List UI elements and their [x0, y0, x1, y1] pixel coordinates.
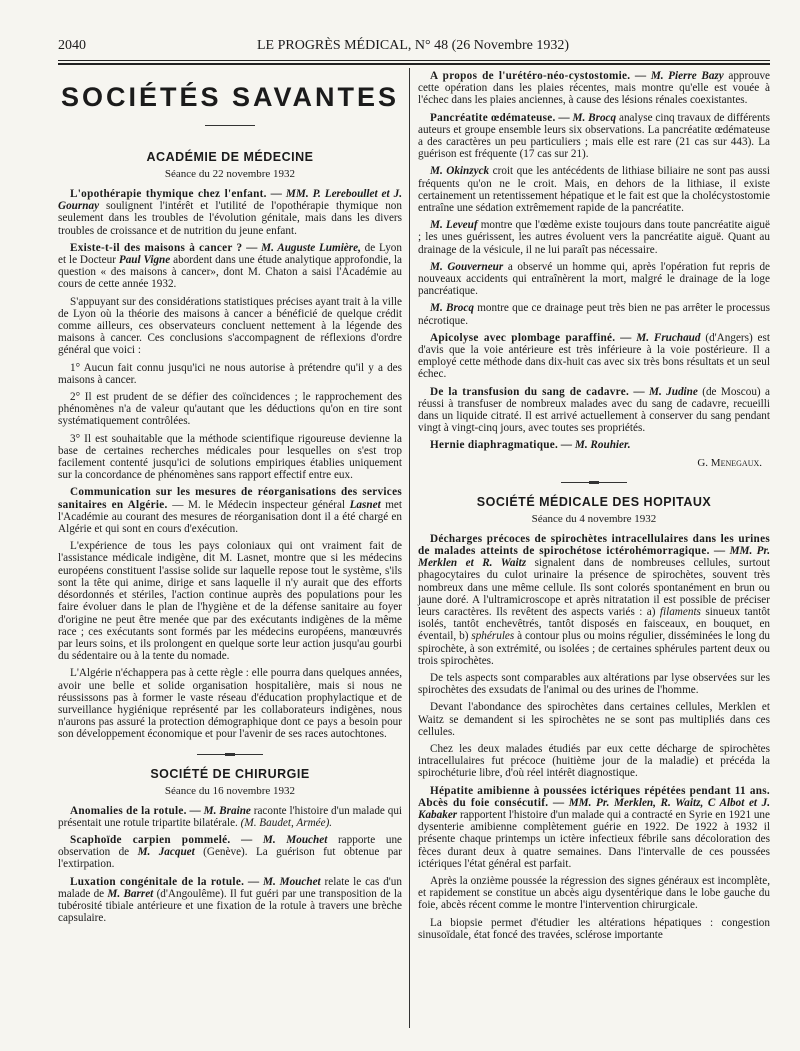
chirurgie-heading: SOCIÉTÉ DE CHIRURGIE — [150, 766, 310, 781]
paragraph: De tels aspects sont comparables aux altérations par lyse observées sur les spirochètes des exsudats de l'animal ou des urines de l'homme. — [418, 671, 770, 697]
paragraph — [418, 165, 770, 214]
article-title: Luxation congénitale de la rotule. — [70, 875, 245, 888]
article-text: montre que l'œdème existe toujours dans toute pancréatite aiguë ; les unes guérissent, les autres évoluent vers la pancréatite aiguë. Quant au drainage de la vésicule, il ne lui paraît pas nécessaire. — [418, 219, 770, 256]
article-text: relate le cas d'un malade de — [58, 875, 402, 900]
column-divider — [409, 68, 410, 1028]
left-column — [58, 70, 402, 1030]
article-rotule — [58, 805, 402, 829]
article-author: Lasnet — [349, 498, 381, 511]
article-authors: — MM. Pr. Merklen, R. Waitz, C Albot et J. Kabaker — [418, 796, 770, 821]
paragraph: L'Algérie n'échappera pas à cette règle : elle pourra dans quelques années, avoir une belle et solide organisation hospitalière, mais si nous ne réussissons pas à former le vaste réseau d'éducation prophylactique et de surveillance hygiénique représenté par les collaborateurs indigènes, nous n'aurons pas assuré la protection démographique dont ce pays a besoin pour son développement économique et pour l'avenir de ses races autochtones. — [58, 667, 402, 741]
article-title: L'opothérapie thymique chez l'enfant. — [70, 188, 267, 200]
article-opotherapie — [58, 188, 402, 237]
academie-seance-date: Séance du 22 novembre 1932 — [164, 168, 296, 180]
article-title: De la transfusion du sang de cadavre. — [430, 385, 630, 398]
article-text: croit que les antécédents de lithiase biliaire ne sont pas aussi fréquents qu'on ne le croit. Mais, en dehors de la lithiase, il existe certainement un retentissement hépatique et le fait est que la cholécystostomie entraîne une sédation extrêmement rapide de la pancréatite. — [418, 165, 771, 215]
article-text: rapporte une observation de — [58, 833, 402, 859]
article-authors: — M. Braine — [189, 804, 251, 817]
section-separator — [58, 749, 402, 759]
article-text: analyse cinq travaux de différents auteurs et groupe ensemble leurs six observations. La pancréatite œdémateuse a des caractères un peu particuliers ; mais elle est rare (21 cas sur 443). La guérison est fréquente (17 cas sur 21). — [418, 111, 770, 161]
article-term: sphérules — [471, 630, 515, 643]
article-text: signalent dans de nombreuses cellules, surtout phagocytaires du culot urinaire la présence de spirochètes, souvent très nombreux dans une même cellule. Ils sont colorés spontanément en brun ou jaune doré. A l'ultramicroscope et après nitratation il est possible de préciser leurs caractères. Ils revêtent des aspects variés : a) — [418, 557, 770, 618]
article-title: Existe-t-il des maisons à cancer ? — [70, 241, 243, 254]
article-authors: — M. Judine — [633, 385, 698, 398]
article-algerie — [58, 486, 402, 535]
article-text: raconte l'histoire d'un malade qui présentait une rotule tripartite bilatérale. — [58, 804, 403, 829]
article-authors: — MM. Pr. Merklen et R. Waitz — [418, 544, 770, 570]
article-pancreatite — [418, 112, 770, 161]
chirurgie-seance-date: Séance du 16 novembre 1932 — [164, 784, 296, 797]
article-title: Apicolyse avec plombage paraffiné. — [430, 331, 616, 344]
header-rule — [58, 60, 770, 61]
article-authors: — M. Fruchaud — [620, 331, 701, 344]
list-item: 2° Il est prudent de se défier des coïncidences ; le rapprochement des phénomènes n'a de valeur qu'autant que les déductions qu'on en tire sont systématiquement contrôlées. — [58, 391, 402, 428]
running-title: LE PROGRÈS MÉDICAL, N° 48 (26 Novembre 1932) — [256, 38, 570, 53]
article-author: M. Gouverneur — [430, 260, 504, 273]
paragraph: Après la onzième poussée la régression des signes généraux est incomplète, et rapidement se constitue un abcès aigu dysentérique dans le lobe gauche du foie, abcès récent comme le montre l'intervention chirurgicale. — [418, 874, 770, 912]
paragraph: S'appuyant sur des considérations statistiques précises ayant trait à la ville de Lyon où la théorie des maisons à cancer a bénéficié de quelque crédit comme ailleurs, ces observateurs concluent nettement à la légende des maisons à cancer. Ces conclusions s'accompagnent de réflexions d'ordre général que voici : — [58, 295, 402, 357]
article-title: Scaphoïde carpien pommelé. — [70, 833, 231, 846]
list-item: 1° Aucun fait connu jusqu'ici ne nous autorise à prétendre qu'il y a des maisons à cancer. — [58, 361, 402, 386]
article-author: Paul Vigne — [118, 254, 171, 267]
article-ref: (M. Baudet, Armée). — [240, 816, 333, 829]
section-separator — [418, 477, 770, 487]
article-text: soulignent l'intérêt et l'utilité de l'opothérapie thymique non seulement dans les troubles de l'évolution génitale, mais dans les divers troubles de croissance et de nutrition du jeune enfant. — [58, 200, 402, 237]
right-column — [418, 70, 770, 1030]
article-text: abordent dans une étude analytique approfondie, la question « des maisons à cancer», dont M. Chaton a saisi l'Académie au cours de cette année 1932. — [58, 254, 403, 291]
paragraph: Devant l'abondance des spirochètes dans certaines cellules, Merklen et Waitz se demandent si les spirochètes ne se sont pas multipliés dans ces cellules. — [418, 701, 770, 738]
article-text: à contour plus ou moins régulier, disséminées le long du spirochète, à son extrémité, ou isolées ; de certaines sphérules partent deux ou trois spirochètes. — [418, 630, 771, 667]
page-number: 2040 — [58, 38, 86, 53]
article-uretero — [418, 70, 770, 107]
header-rule-thick — [58, 63, 770, 65]
article-title: Pancréatite œdémateuse. — [430, 111, 556, 124]
hopitaux-seance-date: Séance du 4 novembre 1932 — [531, 512, 657, 525]
article-term: filaments — [659, 605, 701, 618]
list-item: 3° Il est souhaitable que la méthode scientifique rigoureuse devienne la base de certaines recherches médicales pour lesquelles on s'est trop facilement contenté jusqu'ici de solutions empiriques établies uniquement sur la concordance de phénomènes sans rapport effectif entre eux. — [58, 432, 402, 482]
article-author: M. Leveuf — [430, 219, 478, 232]
article-author: M. Okinzyck — [430, 165, 490, 178]
article-text: (d'Angoulême). Il fut guéri par une transposition de la tubérosité tibiale antérieure et une fixation de la rotule à travers une brèche capsulaire. — [58, 887, 402, 925]
article-authors: — M. Mouchet — [241, 833, 328, 846]
article-text: rapportent l'histoire d'un malade qui a contracté en Syrie en 1921 une dysenterie amibienne complètement guérie en 1922. De 1922 à 1932 il présente chaque printemps un ictère infectieux fébrile sans décoloration des fèces durant deux à quatre semaines. Dans l'intervalle de ces poussées ictériques l'état général est parfait. — [418, 808, 770, 870]
article-text: (d'Angers) est d'avis que la voie antérieure est très inférieure à la voie postérieure. Il a employé cette méthode dans dix-huit cas avec six très bons résultats et un seul échec. — [418, 331, 770, 381]
article-authors: — M. Mouchet — [248, 875, 321, 888]
article-text: sinueux tantôt isolés, tantôt enchevêtrés, tantôt disposés en faisceaux, en bouquet, en éventail, b) — [418, 605, 771, 643]
paragraph: Chez les deux malades étudiés par eux cette décharge de spirochètes intracellulaires fut précoce (huitième jour de la maladie) et précéda la spirochéturie libre, d'où réel intérêt diagnostique. — [418, 742, 770, 780]
paragraph — [418, 261, 770, 298]
paragraph: La biopsie permet d'étudier les altérations hépatiques : congestion sinusoïdale, état foncé des travées, sclérose importante — [418, 916, 770, 941]
article-spirochetes — [418, 533, 770, 667]
paragraph — [418, 219, 770, 256]
article-author: M. Jacquet — [137, 846, 195, 859]
article-text: approuve cette opération dans les plaies récentes, mais montre qu'elle est vouée à l'échec dans les plaies anciennes, à cause des lésions rénales coexistantes. — [418, 70, 771, 107]
paragraph: L'expérience de tous les pays coloniaux qui ont vraiment fait de l'assistance médicale indigène, dit M. Lasnet, montre que si les médecins européens constituent l'assise solide sur laquelle repose tout le système, s'ils sont la tête qui anime, dirige et sans laquelle il n'y aurait que des efforts désordonnés et stériles, l'action continue auprès des populations pour les faire évoluer dans le plan de l'hygiène et de la défense sanitaire au foyer d'origine ne peut être menée que par des exécutants indigènes de la même race ; ces exécutants sont formés par les médecins européens, manœuvrés par leurs soins, et ils prolongent en quelque sorte leur action jusqu'au gourbi du sédentaire ou à la tente du nomade. — [58, 540, 402, 663]
page-header — [58, 38, 768, 58]
paragraph — [418, 302, 770, 326]
article-title: Anomalies de la rotule. — [70, 804, 187, 817]
signature: G. Menegaux. — [697, 456, 762, 469]
article-text: (de Moscou) a réussi à transfuser de nombreux malades avec du sang de cadavre, recueilli dans un liquide citraté. Il est arrivé actuellement à conserver du sang pendant vingt à vingt-cinq jours, avec toutes ses propriétés. — [418, 385, 770, 435]
article-transfusion — [418, 386, 770, 435]
article-hepatite — [418, 785, 770, 870]
article-maisons-cancer — [58, 242, 402, 291]
article-text: met l'Académie au courant des mesures de réorganisation dont il a été chargé en Algérie et qui sont en cours d'exécution. — [58, 498, 403, 536]
article-title: Hernie diaphragmatique. — [430, 439, 559, 452]
title-rule — [205, 125, 255, 126]
hopitaux-heading: SOCIÉTÉ MÉDICALE DES HOPITAUX — [476, 494, 712, 509]
article-scaphoide — [58, 834, 402, 871]
article-authors: — M. Auguste Lumière, — [246, 241, 361, 254]
article-authors: — MM. P. Lereboullet et J. Gournay — [58, 188, 403, 213]
academie-heading: ACADÉMIE DE MÉDECINE — [146, 150, 314, 164]
article-authors: — M. Pierre Bazy — [635, 70, 724, 82]
article-authors: — M. Rouhier. — [560, 439, 631, 452]
article-apicolyse — [418, 332, 770, 381]
article-title: Hépatite amibienne à poussées ictériques répétées pendant 11 ans. Abcès du foie consécutif. — [418, 784, 770, 809]
article-authors: — M. Brocq — [558, 111, 617, 124]
article-title: Décharges précoces de spirochètes intracellulaires dans les urines de malades atteints de spirochétose ictérohémorragique. — [418, 532, 770, 557]
article-text: — M. le Médecin inspecteur général — [172, 498, 346, 511]
article-title: Communication sur les mesures de réorganisations des services sanitaires en Algérie. — [58, 486, 402, 511]
article-text: montre que ce drainage peut très bien ne pas arrêter le processus nécrotique. — [418, 302, 771, 327]
article-luxation — [58, 876, 402, 925]
article-hernie — [418, 439, 770, 451]
section-main-title: SOCIÉTÉS SAVANTES — [60, 82, 400, 112]
article-author: M. Brocq — [430, 302, 474, 315]
article-text: a observé un homme qui, après l'opération fut repris de nouveaux accidents qui entraînèrent la mort, malgré le drainage de la loge pancréatique. — [418, 260, 771, 298]
article-title: A propos de l'urétéro-néo-cystostomie. — [430, 70, 631, 82]
article-text: de Lyon et le Docteur — [58, 241, 402, 267]
article-author: M. Barret — [107, 887, 154, 900]
article-text: (Genève). La guérison fut obtenue par l'extirpation. — [58, 846, 403, 871]
